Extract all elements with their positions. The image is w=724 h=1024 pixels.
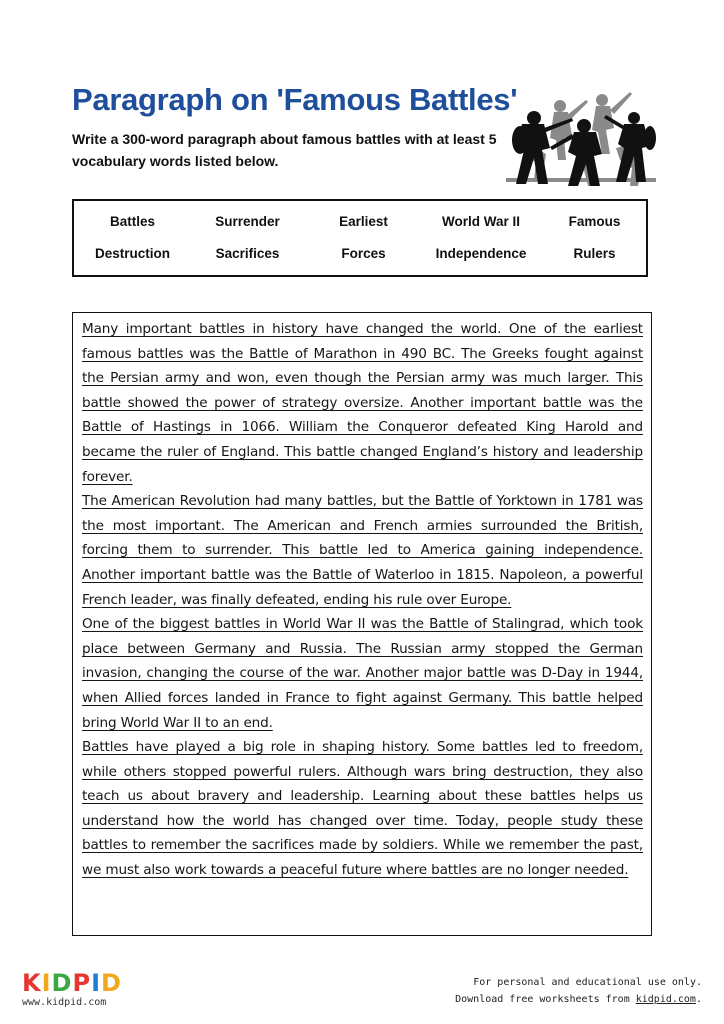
footer-line-2-suffix: . (695, 994, 702, 1005)
vocab-word: World War II (441, 214, 520, 229)
paragraph-2: The American Revolution had many battles, but the Battle of Yorktown in 1781 was the most important. The American and French armies surrounded the British, forcing them to surrender. This battle led to America gaining independence. Another important battle was the Battle of Waterloo in 1815. Napoleon, a powerful French leader, was finally defeated, ending his rule over Europe. (82, 493, 643, 608)
instructions: Write a 300-word paragraph about famous battles with at least 5 vocabulary words listed below. (72, 131, 497, 169)
footer-line-2-prefix: Download free worksheets from (455, 994, 636, 1005)
paragraph-1: Many important battles in history have changed the world. One of the earliest famous battles was the Battle of Marathon in 490 BC. The Greeks fought against the Persian army and won, even though the Persian army was much larger. This battle showed the power of strategy oversize. Another important battle was the Battle of Hastings in 1066. William the Conqueror defeated King Harold and became the ruler of England. This battle changed England’s history and leadership forever. (82, 321, 643, 485)
footer-link[interactable]: kidpid.com (635, 994, 696, 1005)
logo-letter: D (101, 969, 122, 997)
footer-line-1: For personal and educational use only. (473, 977, 702, 988)
page-title: Paragraph on 'Famous Battles' (72, 82, 518, 117)
battle-silhouettes-icon (506, 88, 656, 190)
vocab-word: Independence (435, 246, 527, 261)
vocabulary-box (72, 199, 648, 277)
vocab-word: Sacrifices (215, 246, 280, 261)
footer-note (455, 974, 702, 1008)
logo-letter: K (22, 969, 42, 997)
logo-letter: P (72, 969, 92, 997)
kidpid-logo[interactable] (22, 970, 120, 996)
vocab-word: Rulers (573, 246, 616, 261)
vocabulary-grid (74, 211, 648, 264)
paragraph-4: Battles have played a big role in shaping history. Some battles led to freedom, while others stopped powerful rulers. Although wars bring destruction, they also teach us about bravery and leadership. Learning about these battles helps us understand how the world has changed over time. Today, people study these battles to remember the sacrifices made by soldiers. While we remember the past, we must also work towards a peaceful future where battles are no longer needed. (82, 739, 643, 879)
logo-letter: I (41, 969, 52, 997)
paragraph-box (72, 312, 652, 936)
footer-line-2 (455, 991, 702, 1008)
vocab-word: Surrender (215, 214, 280, 229)
vocab-word: Famous (568, 214, 621, 229)
vocab-word: Earliest (339, 214, 388, 229)
vocab-word: Destruction (94, 246, 170, 261)
vocab-word: Battles (109, 214, 155, 229)
logo-letter: I (91, 969, 101, 997)
paragraph-3: One of the biggest battles in World War II was the Battle of Stalingrad, which took place between Germany and Russia. The Russian army stopped the German invasion, changing the course of the war. Another major battle was D-Day in 1944, when Allied forces landed in France to fight against Germany. This battle helped bring World War II to an end. (82, 616, 643, 731)
logo-letter: D (51, 969, 73, 997)
vocab-word: Forces (341, 246, 386, 261)
site-url[interactable]: www.kidpid.com (22, 997, 107, 1008)
